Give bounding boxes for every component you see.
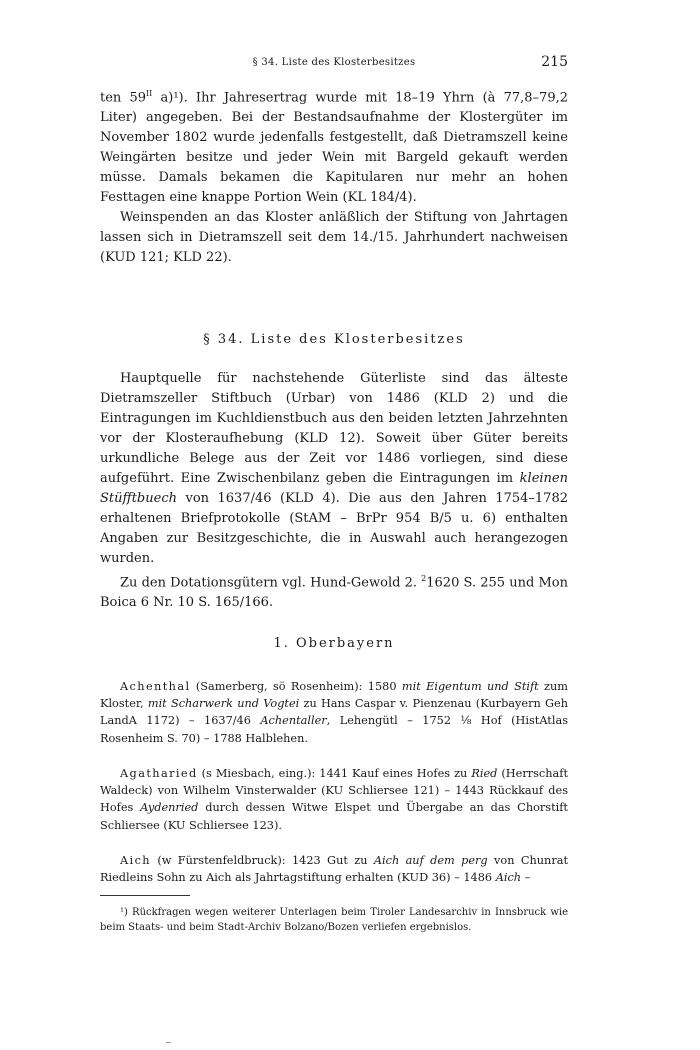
subsection-heading: 1. Oberbayern [273, 636, 395, 651]
place-name: Achenthal [120, 680, 191, 693]
intro-text [100, 84, 568, 268]
page-header [100, 54, 568, 74]
place-name: Aich [120, 854, 151, 867]
entry-aich: Aich (w Fürstenfeldbruck): 1423 Gut zu Aich auf dem perg von Chunrat Riedleins Sohn zu Aich als Jahrtagstiftung erhalten (KUD 36) – 1486 Aich – [100, 854, 568, 885]
entry-agatharied: Agatharied (s Miesbach, eing.): 1441 Kauf eines Hofes zu Ried (Herrschaft Waldeck) von Wilhelm Vinsterwalder (KU Schliersee 121) – 1443 Rückkauf des Hofes Aydenried durch dessen Witwe Elspet und Übergabe an das Chorstift Schliersee (KU Schliersee 123). [100, 767, 568, 832]
intro-paragraph-1: ten $59^{II}$ a)¹). Ihr Jahresertrag wurde mit 18–19 Yhrn (à 77,8–79,2 Liter) angegeben. Bei der Bestandsaufnahme der Klostergüter im November 1802 wurde jedenfalls festgestellt, daß Dietramszell keine Weingärten besitze und jeder Wein mit Bargeld gekauft werden müsse. Damals bekamen die Kapitularen nur mehr an hohen Festtagen eine knappe Portion Wein (KL 184/4). [100, 89, 568, 206]
place-name: Agatharied [120, 767, 198, 780]
running-head: § 34. Liste des Klosterbesitzes [252, 57, 416, 68]
section-paragraph-1: Hauptquelle für nachstehende Güterliste sind das älteste Dietramszeller Stiftbuch (Urbar) von 1486 (KLD 2) und die Eintragungen im Kuchldienstbuch aus den beiden letzten Jahrzehnten vor der Klosteraufhebung (KLD 12). Soweit über Güter bereits urkundliche Belege aus der Zeit vor 1486 vorliegen, sind diese aufgeführt. Eine Zwischenbilanz geben die Eintragungen im kleinen Stüfftbuech von 1637/46 (KLD 4). Die aus den Jahren 1754–1782 erhaltenen Briefprotokolle (StAM – BrPr 954 B/5 u. 6) enthalten Angaben zur Besitzgeschichte, die in Auswahl auch herangezogen wurden. [100, 371, 568, 566]
section-paragraph-2: Zu den Dotationsgütern vgl. Hund-Gewold 2. $^2$1620 S. 255 und Mon Boica 6 Nr. 10 S. 165/166. [100, 574, 568, 611]
scan-mark [166, 1042, 171, 1043]
footnote-divider [100, 895, 190, 896]
section-heading: § 34. Liste des Klosterbesitzes [203, 332, 465, 347]
footnote-text: Rückfragen wegen weiterer Unterlagen beim Tiroler Landesarchiv in Innsbruck wie beim Staats- und beim Stadt-Archiv Bolzano/Bozen verliefen ergebnislos. [100, 907, 568, 933]
footnote-marker: ¹) [120, 907, 128, 918]
footnote [100, 905, 568, 935]
page-number: 215 [541, 54, 568, 70]
intro-paragraph-2: Weinspenden an das Kloster anläßlich der Stiftung von Jahrtagen lassen sich in Dietramszell seit dem 14./15. Jahrhundert nachweisen (KUD 121; KLD 22). [100, 210, 568, 266]
entry-achenthal: Achenthal (Samerberg, sö Rosenheim): 1580 mit Eigentum und Stift zum Kloster, mit Scharwerk und Vogtei zu Hans Caspar v. Pienzenau (Kurbayern Geh LandA 1172) – 1637/46 Achentaller, Lehengütl – 1752 ⅛ Hof (HistAtlas Rosenheim S. 70) – 1788 Halblehen. [100, 680, 568, 745]
section-text [100, 369, 568, 613]
